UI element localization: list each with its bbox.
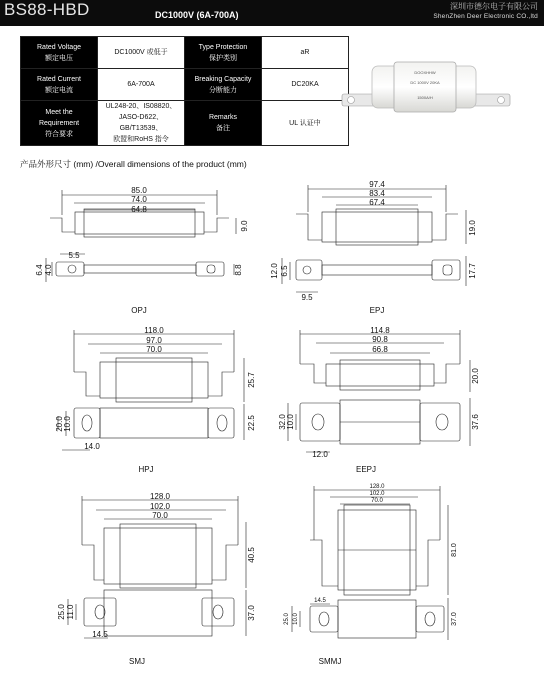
svg-text:85.0: 85.0 xyxy=(131,186,147,195)
svg-text:83.4: 83.4 xyxy=(369,189,385,198)
rating-subtitle: DC1000V (6A-700A) xyxy=(155,10,239,20)
svg-text:70.0: 70.0 xyxy=(371,498,383,504)
svg-text:5.5: 5.5 xyxy=(68,251,80,260)
svg-text:74.0: 74.0 xyxy=(131,195,147,204)
svg-text:12.0: 12.0 xyxy=(270,263,279,279)
eepj-label: EEPJ xyxy=(355,465,377,474)
svg-text:9.5: 9.5 xyxy=(301,293,313,302)
svg-text:17.7: 17.7 xyxy=(468,263,477,279)
opj-label: OPJ xyxy=(131,306,147,315)
hpj-dims xyxy=(55,326,256,474)
svg-text:8.8: 8.8 xyxy=(234,264,243,276)
spec-key: Breaking Capacity 分断能力 xyxy=(185,69,262,101)
photo-label: DC 1000V 20KA xyxy=(410,80,440,85)
svg-text:66.8: 66.8 xyxy=(372,345,388,354)
svg-text:10.0: 10.0 xyxy=(286,414,295,430)
svg-text:102.0: 102.0 xyxy=(149,502,171,511)
svg-text:11.0: 11.0 xyxy=(66,604,75,620)
svg-text:67.4: 67.4 xyxy=(369,198,385,207)
svg-text:14.5: 14.5 xyxy=(314,598,326,604)
svg-text:20.0: 20.0 xyxy=(471,368,480,384)
svg-text:10.0: 10.0 xyxy=(293,613,299,625)
svg-text:97.0: 97.0 xyxy=(146,336,162,345)
fuse-product-photo xyxy=(342,62,510,112)
spec-key: Type Protection 保护类别 xyxy=(185,37,262,69)
spec-key: Meet the Requirement 符合要求 xyxy=(21,101,98,146)
svg-text:97.4: 97.4 xyxy=(369,180,385,189)
smmj-drawing xyxy=(292,486,448,640)
spec-key: Rated Current 额定电流 xyxy=(21,69,98,101)
photo-label: 1500A/H xyxy=(417,95,433,100)
svg-text:128.0: 128.0 xyxy=(149,492,171,501)
svg-text:37.6: 37.6 xyxy=(471,414,480,430)
svg-text:70.0: 70.0 xyxy=(146,345,162,354)
svg-text:6.4: 6.4 xyxy=(35,264,44,276)
smmj-label: SMMJ xyxy=(318,657,342,666)
series-title: BS88-HBD xyxy=(4,0,90,19)
svg-text:14.5: 14.5 xyxy=(92,630,108,639)
hpj-label: HPJ xyxy=(138,465,154,474)
svg-text:25.0: 25.0 xyxy=(57,604,66,620)
company-name-en: ShenZhen Deer Electronic CO.,ltd xyxy=(433,13,538,20)
company-name-cn: 深圳市德尔电子有限公司 xyxy=(450,2,538,11)
svg-text:12.0: 12.0 xyxy=(312,450,328,459)
svg-text:25.7: 25.7 xyxy=(247,372,256,388)
spec-key: Rated Voltage 额定电压 xyxy=(21,37,98,69)
spec-value: DC20KA xyxy=(262,69,349,101)
spec-value: DC1000V 或低于 xyxy=(98,37,185,69)
svg-text:32.0: 32.0 xyxy=(278,414,287,430)
svg-text:102.0: 102.0 xyxy=(369,491,385,497)
svg-text:128.0: 128.0 xyxy=(369,484,385,490)
svg-text:37.0: 37.0 xyxy=(451,612,458,626)
svg-text:10.0: 10.0 xyxy=(63,416,72,432)
svg-text:25.0: 25.0 xyxy=(284,613,290,625)
svg-text:118.0: 118.0 xyxy=(144,326,164,335)
svg-text:90.8: 90.8 xyxy=(372,335,388,344)
svg-text:19.0: 19.0 xyxy=(468,220,477,236)
svg-text:70.0: 70.0 xyxy=(152,511,168,520)
spec-value: UL 认证中 xyxy=(262,101,349,146)
svg-text:81.0: 81.0 xyxy=(451,543,458,557)
svg-text:40.5: 40.5 xyxy=(247,547,256,563)
svg-text:20.0: 20.0 xyxy=(55,416,64,432)
svg-text:9.0: 9.0 xyxy=(240,220,249,232)
photo-label: DOOXHHW xyxy=(414,70,436,75)
svg-text:22.5: 22.5 xyxy=(247,415,256,431)
smmj-dims xyxy=(284,484,458,666)
svg-text:14.0: 14.0 xyxy=(84,442,100,451)
svg-text:37.0: 37.0 xyxy=(247,605,256,621)
svg-text:6.5: 6.5 xyxy=(280,265,289,277)
spec-value: UL248-20、IS08820、 JASO-D622、GB/T13539、 欧盟和RoHS 指令 xyxy=(98,101,185,146)
svg-text:4.0: 4.0 xyxy=(44,264,53,276)
spec-value: aR xyxy=(262,37,349,69)
svg-text:114.8: 114.8 xyxy=(370,326,390,335)
epj-label: EPJ xyxy=(369,306,385,315)
dimensions-title: 产品外形尺寸 (mm) /Overall dimensions of the product (mm) xyxy=(20,159,247,169)
smj-label: SMJ xyxy=(129,657,145,666)
spec-key: Remarks 备注 xyxy=(185,101,262,146)
svg-text:64.8: 64.8 xyxy=(131,205,147,214)
spec-value: 6A-700A xyxy=(98,69,185,101)
